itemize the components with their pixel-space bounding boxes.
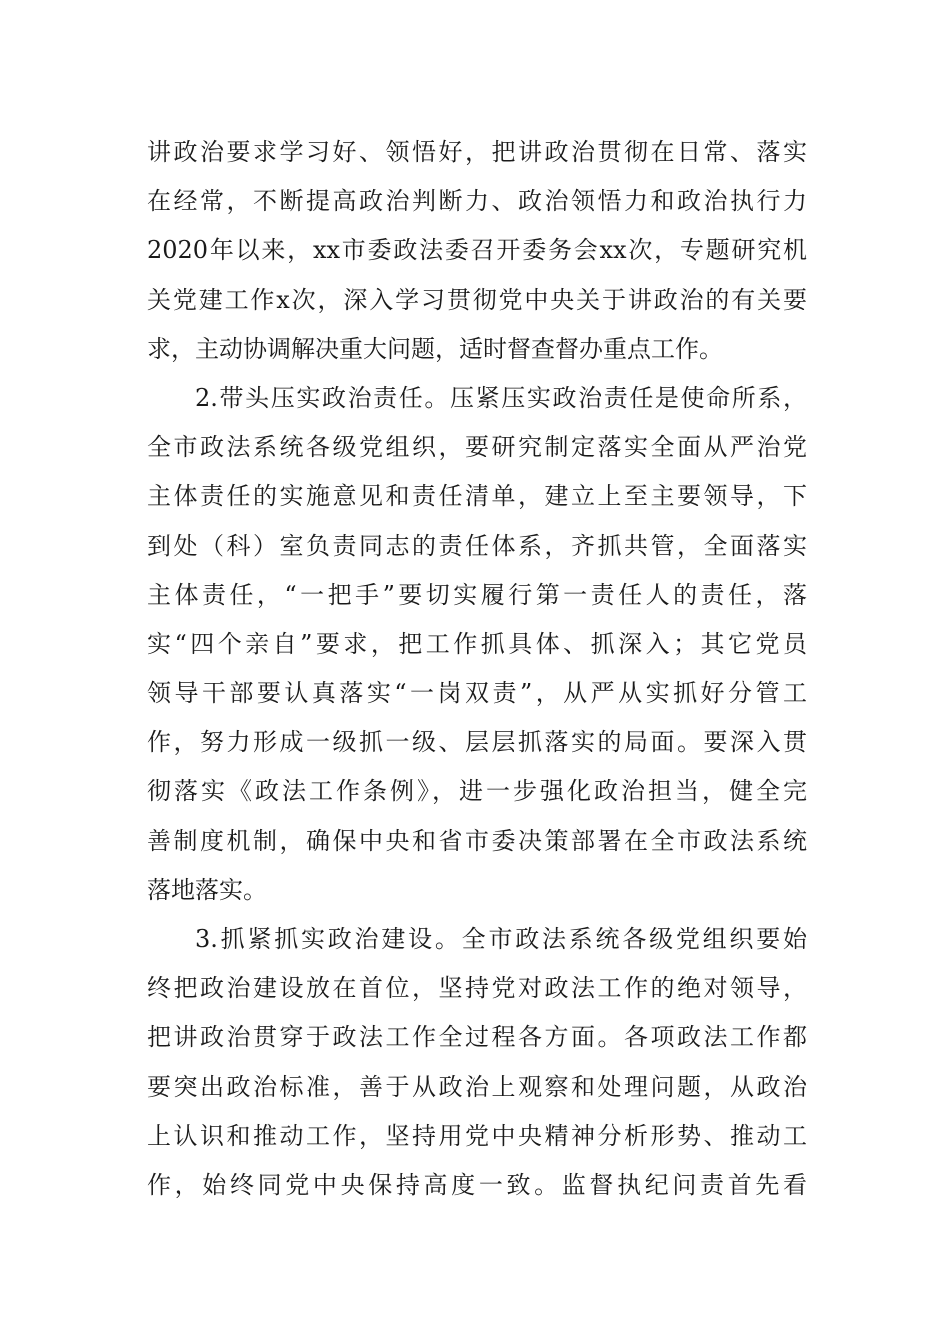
- text-line: 关党建工作x次，深入学习贯彻党中央关于讲政治的有关要: [147, 285, 807, 314]
- text-line: 把讲政治贯穿于政法工作全过程各方面。各项政法工作都: [147, 1023, 807, 1052]
- text-line: 全市政法系统各级党组织，要研究制定落实全面从严治党: [147, 433, 807, 462]
- text-line: 善制度机制，确保中央和省市委决策部署在全市政法系统: [147, 826, 807, 855]
- text-line: 到处（科）室负责同志的责任体系，齐抓共管，全面落实: [147, 531, 807, 560]
- text-line: 落地落实。: [147, 875, 267, 904]
- text-line: 2020年以来，xx市委政法委召开委务会xx次，专题研究机: [147, 236, 807, 265]
- text-line: 主体责任的实施意见和责任清单，建立上至主要领导，下: [147, 482, 807, 511]
- text-line: 实“四个亲自”要求，把工作抓具体、抓深入；其它党员: [147, 629, 807, 658]
- text-line: 主体责任，“一把手”要切实履行第一责任人的责任，落: [147, 580, 807, 609]
- paragraph-2-heading-line: 2.带头压实政治责任。压紧压实政治责任是使命所系，: [195, 383, 807, 412]
- text-line: 上认识和推动工作，坚持用党中央精神分析形势、推动工: [147, 1121, 807, 1150]
- text-line: 领导干部要认真落实“一岗双责”，从严从实抓好分管工: [147, 679, 807, 708]
- text-line: 作，努力形成一级抓一级、层层抓落实的局面。要深入贯: [147, 728, 807, 757]
- document-body: [147, 128, 807, 1210]
- text-line: 要突出政治标准，善于从政治上观察和处理问题，从政治: [147, 1072, 807, 1101]
- text-line: 求，主动协调解决重大问题，适时督查督办重点工作。: [147, 334, 723, 363]
- text-line: 终把政治建设放在首位，坚持党对政法工作的绝对领导，: [147, 974, 807, 1003]
- text-line: 作，始终同党中央保持高度一致。监督执纪问责首先看: [147, 1170, 807, 1199]
- text-line: 讲政治要求学习好、领悟好，把讲政治贯彻在日常、落实: [147, 138, 807, 166]
- paragraph-3-heading-line: 3.抓紧抓实政治建设。全市政法系统各级党组织要始: [195, 925, 807, 953]
- text-line: 彻落实《政法工作条例》，进一步强化政治担当，健全完: [147, 777, 807, 806]
- text-line: 在经常，不断提高政治判断力、政治领悟力和政治执行力: [147, 187, 807, 216]
